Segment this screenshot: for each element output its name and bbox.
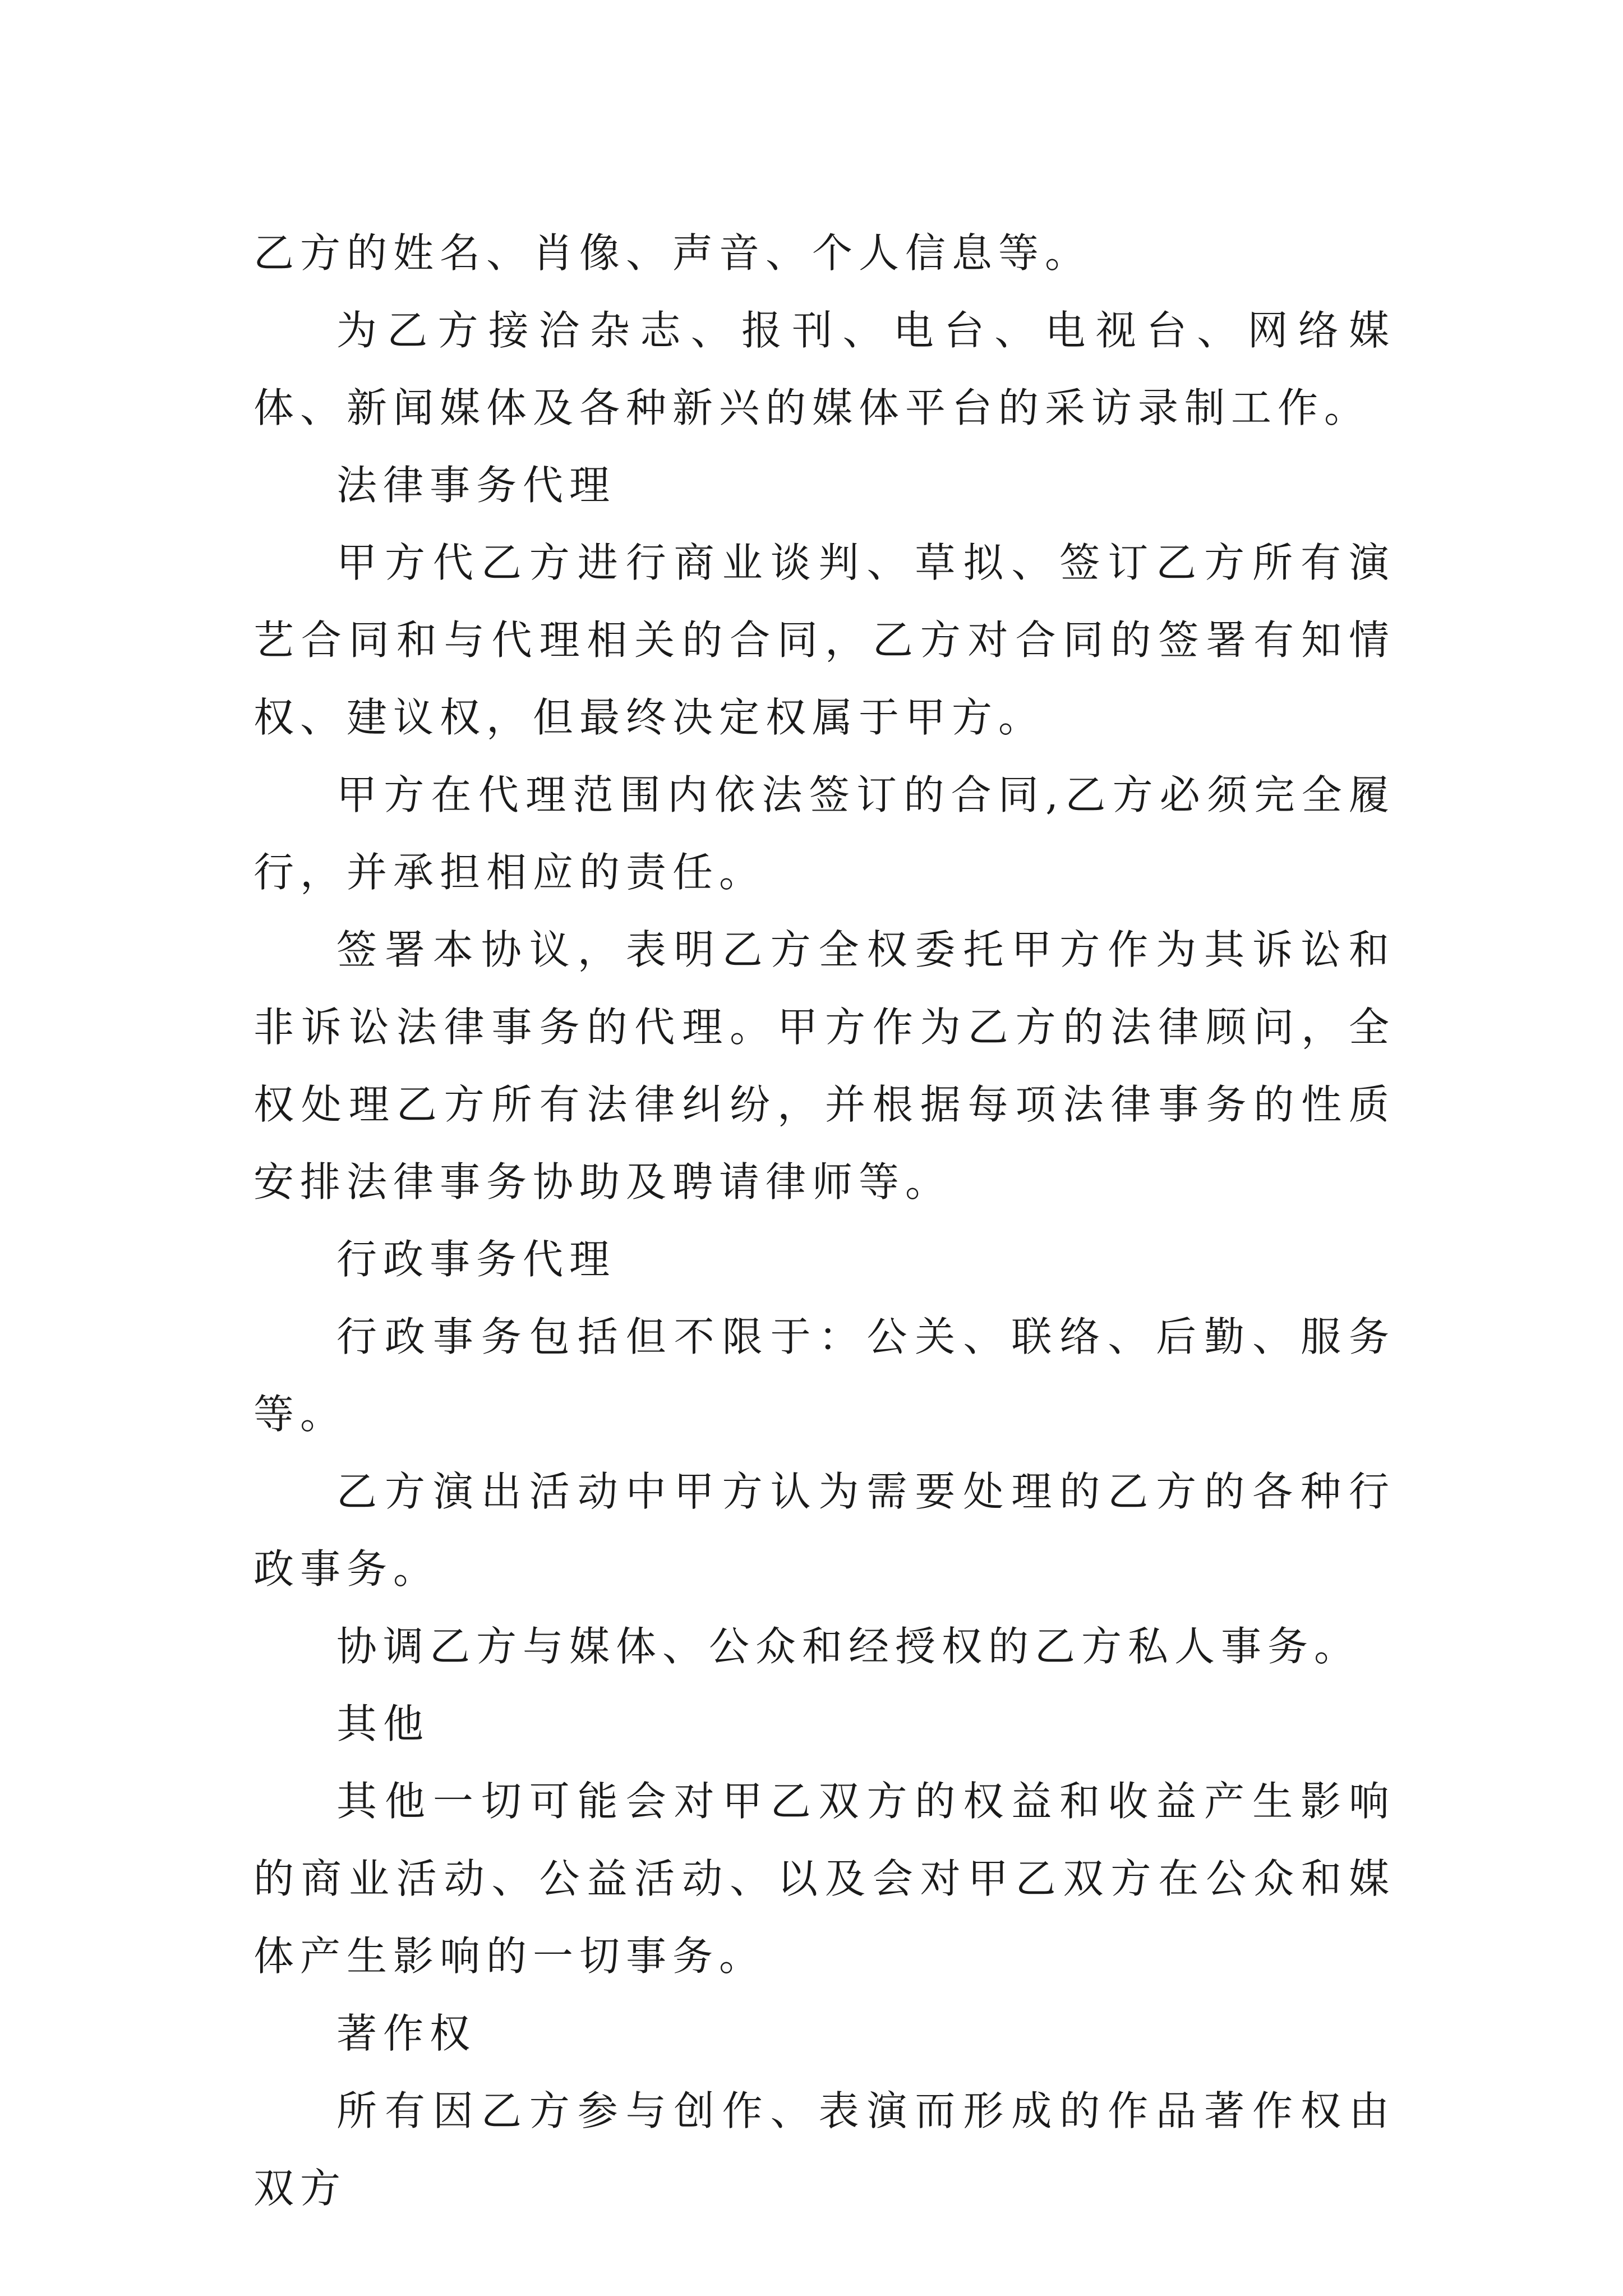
section-heading: 其他: [336, 1700, 430, 1747]
paragraph: 为乙方接洽杂志、报刊、电台、电视台、网络媒体、新闻媒体及各种新兴的媒体平台的采访录制工作。: [253, 307, 1395, 431]
paragraph: 其他一切可能会对甲乙双方的权益和收益产生影响的商业活动、公益活动、以及会对甲乙双方在公众和媒体产生影响的一切事务。: [253, 1778, 1395, 1980]
paragraph: 甲方代乙方进行商业谈判、草拟、签订乙方所有演艺合同和与代理相关的合同，乙方对合同的签署有知情权、建议权，但最终决定权属于甲方。: [253, 539, 1395, 741]
section-heading: 行政事务代理: [336, 1236, 616, 1283]
paragraph: 行政事务包括但不限于：公关、联络、后勤、服务等。: [253, 1313, 1395, 1438]
paragraph: 乙方演出活动中甲方认为需要处理的乙方的各种行政事务。: [253, 1468, 1395, 1593]
paragraph: 协调乙方与媒体、公众和经授权的乙方私人事务。: [336, 1623, 1361, 1670]
paragraph: 乙方的姓名、肖像、声音、个人信息等。: [253, 229, 1092, 277]
paragraph: 甲方在代理范围内依法签订的合同,乙方必须完全履行，并承担相应的责任。: [253, 771, 1395, 896]
section-heading: 法律事务代理: [336, 462, 616, 509]
paragraph: 所有因乙方参与创作、表演而形成的作品著作权由双方: [253, 2087, 1395, 2212]
document-body: [253, 214, 1395, 2227]
paragraph: 签署本协议，表明乙方全权委托甲方作为其诉讼和非诉讼法律事务的代理。甲方作为乙方的法律顾问，全权处理乙方所有法律纠纷，并根据每项法律事务的性质安排法律事务协助及聘请律师等。: [253, 926, 1395, 1205]
section-heading: 著作权: [336, 2010, 477, 2057]
